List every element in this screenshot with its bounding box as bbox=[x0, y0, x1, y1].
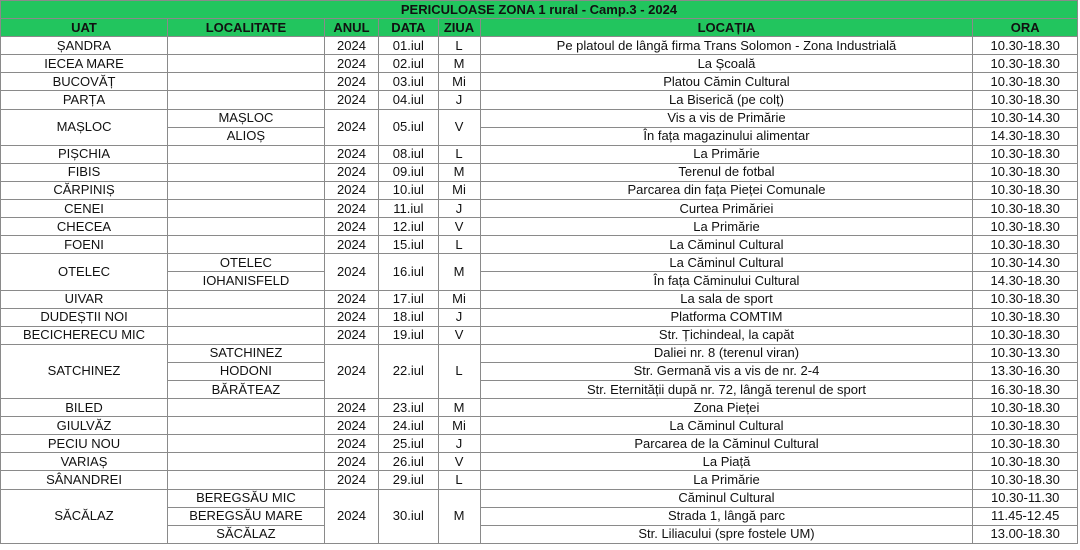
ora-cell: 10.30-18.30 bbox=[973, 163, 1078, 181]
ora-cell: 10.30-14.30 bbox=[973, 254, 1078, 272]
anul-cell: 2024 bbox=[324, 417, 378, 435]
anul-cell: 2024 bbox=[324, 326, 378, 344]
uat-cell: SÂNANDREI bbox=[1, 471, 168, 489]
localitate-cell bbox=[168, 181, 325, 199]
uat-cell: MAȘLOC bbox=[1, 109, 168, 145]
data-cell: 30.iul bbox=[379, 489, 438, 543]
header-locatia: LOCAȚIA bbox=[480, 19, 973, 37]
table-row bbox=[1, 109, 1078, 127]
uat-cell: CHECEA bbox=[1, 218, 168, 236]
anul-cell: 2024 bbox=[324, 73, 378, 91]
ziua-cell: Mi bbox=[438, 290, 480, 308]
locatia-cell: La Școală bbox=[480, 55, 973, 73]
data-cell: 03.iul bbox=[379, 73, 438, 91]
anul-cell: 2024 bbox=[324, 37, 378, 55]
ora-cell: 10.30-14.30 bbox=[973, 109, 1078, 127]
uat-cell: IECEA MARE bbox=[1, 55, 168, 73]
anul-cell: 2024 bbox=[324, 290, 378, 308]
locatia-cell: La Căminul Cultural bbox=[480, 254, 973, 272]
ora-cell: 10.30-18.30 bbox=[973, 326, 1078, 344]
data-cell: 04.iul bbox=[379, 91, 438, 109]
localitate-cell bbox=[168, 453, 325, 471]
ziua-cell: J bbox=[438, 91, 480, 109]
localitate-cell bbox=[168, 290, 325, 308]
ora-cell: 10.30-18.30 bbox=[973, 55, 1078, 73]
locatia-cell: Curtea Primăriei bbox=[480, 200, 973, 218]
table-row bbox=[1, 290, 1078, 308]
uat-cell: ȘANDRA bbox=[1, 37, 168, 55]
anul-cell: 2024 bbox=[324, 181, 378, 199]
uat-cell: PECIU NOU bbox=[1, 435, 168, 453]
ora-cell: 10.30-11.30 bbox=[973, 489, 1078, 507]
ziua-cell: V bbox=[438, 453, 480, 471]
ziua-cell: Mi bbox=[438, 417, 480, 435]
header-ora: ORA bbox=[973, 19, 1078, 37]
localitate-cell bbox=[168, 326, 325, 344]
ora-cell: 10.30-13.30 bbox=[973, 344, 1078, 362]
ora-cell: 16.30-18.30 bbox=[973, 380, 1078, 398]
locatia-cell: La Biserică (pe colț) bbox=[480, 91, 973, 109]
table-row bbox=[1, 236, 1078, 254]
locatia-cell: Str. Liliacului (spre fostele UM) bbox=[480, 525, 973, 543]
ora-cell: 10.30-18.30 bbox=[973, 453, 1078, 471]
data-cell: 16.iul bbox=[379, 254, 438, 290]
anul-cell: 2024 bbox=[324, 236, 378, 254]
ziua-cell: V bbox=[438, 326, 480, 344]
ziua-cell: Mi bbox=[438, 181, 480, 199]
data-cell: 12.iul bbox=[379, 218, 438, 236]
header-data: DATA bbox=[379, 19, 438, 37]
data-cell: 01.iul bbox=[379, 37, 438, 55]
anul-cell: 2024 bbox=[324, 109, 378, 145]
localitate-cell: SATCHINEZ bbox=[168, 344, 325, 362]
ziua-cell: V bbox=[438, 109, 480, 145]
localitate-cell: BEREGSĂU MARE bbox=[168, 507, 325, 525]
ziua-cell: M bbox=[438, 254, 480, 290]
table-row bbox=[1, 308, 1078, 326]
ora-cell: 10.30-18.30 bbox=[973, 37, 1078, 55]
locatia-cell: Parcarea de la Căminul Cultural bbox=[480, 435, 973, 453]
locatia-cell: Vis a vis de Primărie bbox=[480, 109, 973, 127]
uat-cell: BILED bbox=[1, 399, 168, 417]
data-cell: 11.iul bbox=[379, 200, 438, 218]
table-row bbox=[1, 254, 1078, 272]
localitate-cell bbox=[168, 399, 325, 417]
locatia-cell: La Primărie bbox=[480, 145, 973, 163]
table-row bbox=[1, 37, 1078, 55]
table-row bbox=[1, 435, 1078, 453]
locatia-cell: În fața magazinului alimentar bbox=[480, 127, 973, 145]
uat-cell: OTELEC bbox=[1, 254, 168, 290]
uat-cell: PARȚA bbox=[1, 91, 168, 109]
anul-cell: 2024 bbox=[324, 471, 378, 489]
anul-cell: 2024 bbox=[324, 399, 378, 417]
ora-cell: 10.30-18.30 bbox=[973, 218, 1078, 236]
ziua-cell: L bbox=[438, 236, 480, 254]
ora-cell: 10.30-18.30 bbox=[973, 290, 1078, 308]
uat-cell: FIBIS bbox=[1, 163, 168, 181]
table-row bbox=[1, 218, 1078, 236]
locatia-cell: La sala de sport bbox=[480, 290, 973, 308]
table-row bbox=[1, 181, 1078, 199]
localitate-cell bbox=[168, 200, 325, 218]
localitate-cell bbox=[168, 163, 325, 181]
data-cell: 05.iul bbox=[379, 109, 438, 145]
ora-cell: 10.30-18.30 bbox=[973, 399, 1078, 417]
uat-cell: BECICHERECU MIC bbox=[1, 326, 168, 344]
ora-cell: 10.30-18.30 bbox=[973, 145, 1078, 163]
ziua-cell: J bbox=[438, 200, 480, 218]
anul-cell: 2024 bbox=[324, 344, 378, 398]
uat-cell: DUDEȘTII NOI bbox=[1, 308, 168, 326]
ora-cell: 13.30-16.30 bbox=[973, 362, 1078, 380]
localitate-cell: MAȘLOC bbox=[168, 109, 325, 127]
localitate-cell: OTELEC bbox=[168, 254, 325, 272]
localitate-cell bbox=[168, 37, 325, 55]
uat-cell: SATCHINEZ bbox=[1, 344, 168, 398]
table-row bbox=[1, 399, 1078, 417]
uat-cell: CENEI bbox=[1, 200, 168, 218]
localitate-cell: BEREGSĂU MIC bbox=[168, 489, 325, 507]
data-cell: 10.iul bbox=[379, 181, 438, 199]
ora-cell: 10.30-18.30 bbox=[973, 73, 1078, 91]
locatia-cell: Pe platoul de lângă firma Trans Solomon - Zona Industrială bbox=[480, 37, 973, 55]
anul-cell: 2024 bbox=[324, 308, 378, 326]
locatia-cell: Strada 1, lângă parc bbox=[480, 507, 973, 525]
table-row bbox=[1, 91, 1078, 109]
ziua-cell: V bbox=[438, 218, 480, 236]
data-cell: 15.iul bbox=[379, 236, 438, 254]
table-body bbox=[1, 37, 1078, 544]
localitate-cell: BĂRĂTEAZ bbox=[168, 380, 325, 398]
anul-cell: 2024 bbox=[324, 200, 378, 218]
uat-cell: SĂCĂLAZ bbox=[1, 489, 168, 543]
table-row bbox=[1, 489, 1078, 507]
locatia-cell: Căminul Cultural bbox=[480, 489, 973, 507]
locatia-cell: Str. Germană vis a vis de nr. 2-4 bbox=[480, 362, 973, 380]
ora-cell: 10.30-18.30 bbox=[973, 200, 1078, 218]
ora-cell: 10.30-18.30 bbox=[973, 308, 1078, 326]
localitate-cell bbox=[168, 91, 325, 109]
data-cell: 02.iul bbox=[379, 55, 438, 73]
uat-cell: UIVAR bbox=[1, 290, 168, 308]
ziua-cell: M bbox=[438, 55, 480, 73]
locatia-cell: Platou Cămin Cultural bbox=[480, 73, 973, 91]
locatia-cell: La Primărie bbox=[480, 218, 973, 236]
anul-cell: 2024 bbox=[324, 218, 378, 236]
anul-cell: 2024 bbox=[324, 163, 378, 181]
localitate-cell: SĂCĂLAZ bbox=[168, 525, 325, 543]
uat-cell: VARIAȘ bbox=[1, 453, 168, 471]
ora-cell: 13.00-18.30 bbox=[973, 525, 1078, 543]
locatia-cell: Daliei nr. 8 (terenul viran) bbox=[480, 344, 973, 362]
uat-cell: CĂRPINIȘ bbox=[1, 181, 168, 199]
table-row bbox=[1, 471, 1078, 489]
ora-cell: 10.30-18.30 bbox=[973, 435, 1078, 453]
anul-cell: 2024 bbox=[324, 55, 378, 73]
ora-cell: 10.30-18.30 bbox=[973, 181, 1078, 199]
locatia-cell: Parcarea din fața Pieței Comunale bbox=[480, 181, 973, 199]
uat-cell: PIȘCHIA bbox=[1, 145, 168, 163]
ora-cell: 10.30-18.30 bbox=[973, 91, 1078, 109]
data-cell: 23.iul bbox=[379, 399, 438, 417]
ora-cell: 10.30-18.30 bbox=[973, 471, 1078, 489]
anul-cell: 2024 bbox=[324, 435, 378, 453]
table-row bbox=[1, 55, 1078, 73]
locatia-cell: Terenul de fotbal bbox=[480, 163, 973, 181]
uat-cell: FOENI bbox=[1, 236, 168, 254]
anul-cell: 2024 bbox=[324, 453, 378, 471]
localitate-cell bbox=[168, 435, 325, 453]
ziua-cell: M bbox=[438, 163, 480, 181]
locatia-cell: La Piață bbox=[480, 453, 973, 471]
locatia-cell: Str. Țichindeal, la capăt bbox=[480, 326, 973, 344]
table-row bbox=[1, 417, 1078, 435]
localitate-cell: HODONI bbox=[168, 362, 325, 380]
locatia-cell: La Primărie bbox=[480, 471, 973, 489]
table-row bbox=[1, 163, 1078, 181]
localitate-cell bbox=[168, 308, 325, 326]
data-cell: 08.iul bbox=[379, 145, 438, 163]
data-cell: 19.iul bbox=[379, 326, 438, 344]
anul-cell: 2024 bbox=[324, 145, 378, 163]
ora-cell: 11.45-12.45 bbox=[973, 507, 1078, 525]
table-row bbox=[1, 453, 1078, 471]
ziua-cell: M bbox=[438, 489, 480, 543]
table-row bbox=[1, 73, 1078, 91]
localitate-cell bbox=[168, 73, 325, 91]
localitate-cell: IOHANISFELD bbox=[168, 272, 325, 290]
table-row bbox=[1, 344, 1078, 362]
table-row bbox=[1, 145, 1078, 163]
anul-cell: 2024 bbox=[324, 254, 378, 290]
localitate-cell: ALIOȘ bbox=[168, 127, 325, 145]
ora-cell: 14.30-18.30 bbox=[973, 127, 1078, 145]
localitate-cell bbox=[168, 55, 325, 73]
locatia-cell: Str. Eternității după nr. 72, lângă terenul de sport bbox=[480, 380, 973, 398]
header-localitate: LOCALITATE bbox=[168, 19, 325, 37]
ora-cell: 10.30-18.30 bbox=[973, 236, 1078, 254]
uat-cell: BUCOVĂȚ bbox=[1, 73, 168, 91]
ora-cell: 10.30-18.30 bbox=[973, 417, 1078, 435]
sheet-title: PERICULOASE ZONA 1 rural - Camp.3 - 2024 bbox=[1, 1, 1078, 19]
ziua-cell: L bbox=[438, 37, 480, 55]
locatia-cell: În fața Căminului Cultural bbox=[480, 272, 973, 290]
data-cell: 17.iul bbox=[379, 290, 438, 308]
locatia-cell: La Căminul Cultural bbox=[480, 417, 973, 435]
anul-cell: 2024 bbox=[324, 91, 378, 109]
table-row bbox=[1, 200, 1078, 218]
ziua-cell: J bbox=[438, 308, 480, 326]
data-cell: 09.iul bbox=[379, 163, 438, 181]
data-cell: 18.iul bbox=[379, 308, 438, 326]
data-cell: 22.iul bbox=[379, 344, 438, 398]
uat-cell: GIULVĂZ bbox=[1, 417, 168, 435]
localitate-cell bbox=[168, 471, 325, 489]
localitate-cell bbox=[168, 417, 325, 435]
header-anul: ANUL bbox=[324, 19, 378, 37]
ziua-cell: L bbox=[438, 145, 480, 163]
ziua-cell: J bbox=[438, 435, 480, 453]
data-cell: 29.iul bbox=[379, 471, 438, 489]
locatia-cell: La Căminul Cultural bbox=[480, 236, 973, 254]
ziua-cell: M bbox=[438, 399, 480, 417]
header-uat: UAT bbox=[1, 19, 168, 37]
locatia-cell: Zona Pieței bbox=[480, 399, 973, 417]
data-cell: 25.iul bbox=[379, 435, 438, 453]
anul-cell: 2024 bbox=[324, 489, 378, 543]
ziua-cell: L bbox=[438, 344, 480, 398]
localitate-cell bbox=[168, 236, 325, 254]
ora-cell: 14.30-18.30 bbox=[973, 272, 1078, 290]
ziua-cell: L bbox=[438, 471, 480, 489]
ziua-cell: Mi bbox=[438, 73, 480, 91]
data-cell: 24.iul bbox=[379, 417, 438, 435]
localitate-cell bbox=[168, 218, 325, 236]
table-row bbox=[1, 326, 1078, 344]
data-cell: 26.iul bbox=[379, 453, 438, 471]
locatia-cell: Platforma COMTIM bbox=[480, 308, 973, 326]
header-ziua: ZIUA bbox=[438, 19, 480, 37]
localitate-cell bbox=[168, 145, 325, 163]
